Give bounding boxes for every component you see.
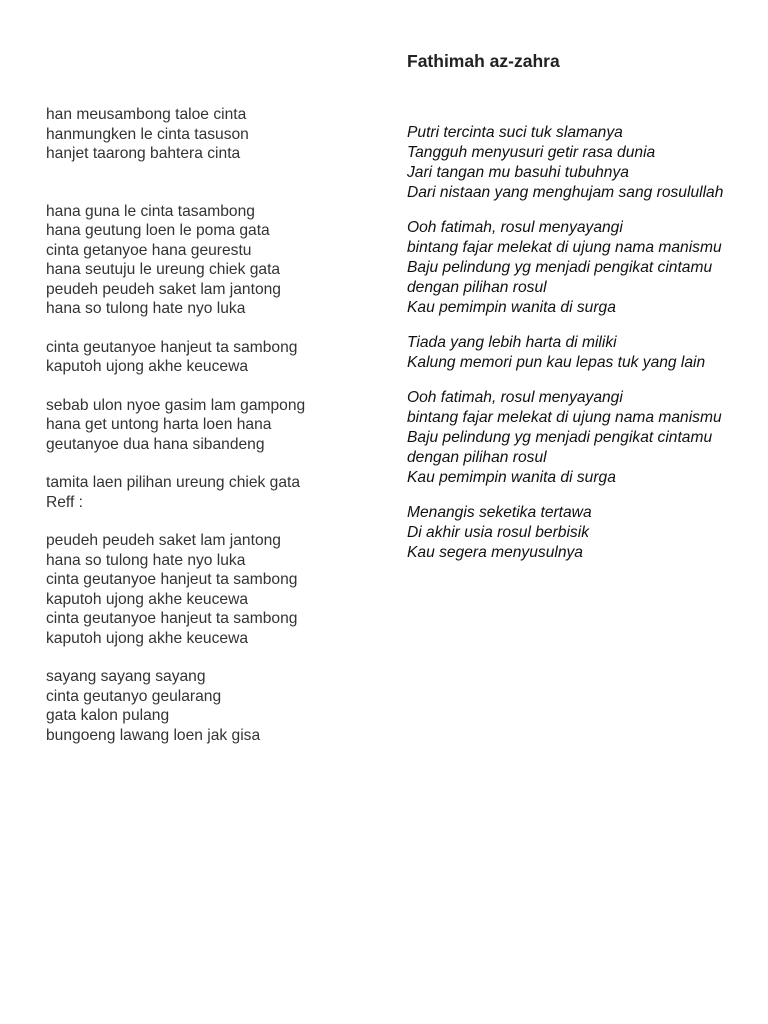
reff-label: Reff :: [46, 493, 83, 511]
right-stanza-2: [407, 218, 727, 318]
left-stanza-4: [46, 396, 376, 455]
lyric-line: kaputoh ujong akhe keucewa: [46, 590, 249, 608]
lyric-line: hana guna le cinta tasambong: [46, 202, 255, 220]
lyric-line: cinta geutanyoe hanjeut ta sambong: [46, 610, 298, 627]
lyric-line: han meusambong taloe cinta: [46, 106, 247, 123]
lyric-line: bintang fajar melekat di ujung nama manismu: [407, 409, 722, 426]
lyric-line: hana seutuju le ureung chiek gata: [46, 261, 281, 278]
lyric-line: Tangguh menyusuri getir rasa dunia: [407, 144, 656, 161]
lyric-line: cinta geutanyoe hanjeut ta sambong: [46, 338, 298, 356]
lyric-line: Putri tercinta suci tuk slamanya: [407, 124, 623, 141]
left-stanza-5: [46, 473, 376, 512]
lyric-line: bintang fajar melekat di ujung nama manismu: [407, 239, 722, 256]
lyric-line: bungoeng lawang loen jak gisa: [46, 726, 261, 744]
lyric-line: Jari tangan mu basuhi tubuhnya: [407, 164, 629, 181]
right-stanza-4: [407, 388, 727, 488]
lyric-line: hanjet taarong bahtera cinta: [46, 145, 241, 162]
lyric-line: Kau segera menyusulnya: [407, 544, 583, 561]
lyric-line: hana get untong harta loen hana: [46, 416, 272, 433]
lyric-line: hana so tulong hate nyo luka: [46, 300, 246, 317]
lyric-line: hanmungken le cinta tasuson: [46, 125, 249, 143]
lyric-line: gata kalon pulang: [46, 707, 170, 724]
left-stanza-2: [46, 202, 376, 319]
lyric-line: Di akhir usia rosul berbisik: [407, 524, 589, 541]
lyric-line: hana geutung loen le poma gata: [46, 222, 270, 239]
right-stanza-3: [407, 333, 727, 373]
lyric-line: Kalung memori pun kau lepas tuk yang lain: [407, 354, 706, 371]
left-lyrics-column: [46, 105, 376, 745]
left-stanza-7: [46, 667, 376, 745]
lyric-line: kaputoh ujong akhe keucewa: [46, 358, 249, 375]
lyric-line: hana so tulong hate nyo luka: [46, 551, 246, 569]
left-stanza-1: [46, 105, 376, 164]
lyric-line: peudeh peudeh saket lam jantong: [46, 280, 281, 298]
lyric-line: Dari nistaan yang menghujam sang rosulullah: [407, 184, 724, 201]
lyric-line: Tiada yang lebih harta di miliki: [407, 334, 617, 351]
left-stanza-3: [46, 338, 376, 377]
lyric-line: tamita laen pilihan ureung chiek gata: [46, 474, 300, 491]
lyric-line: sayang sayang sayang: [46, 668, 206, 685]
right-stanza-5: [407, 503, 727, 563]
lyric-line: kaputoh ujong akhe keucewa: [46, 629, 249, 647]
lyric-line: Baju pelindung yg menjadi pengikat cintamu dengan pilihan rosul: [407, 259, 713, 296]
song-title: Fathimah az-zahra: [407, 51, 560, 71]
lyric-line: cinta geutanyo geularang: [46, 687, 222, 705]
lyric-line: peudeh peudeh saket lam jantong: [46, 532, 281, 549]
lyric-line: cinta geutanyoe hanjeut ta sambong: [46, 571, 298, 588]
lyric-line: Kau pemimpin wanita di surga: [407, 299, 616, 316]
left-stanza-6: [46, 531, 376, 648]
lyric-line: Kau pemimpin wanita di surga: [407, 469, 616, 486]
right-lyrics-column: [407, 50, 727, 563]
lyric-line: Menangis seketika tertawa: [407, 504, 592, 521]
lyric-line: geutanyoe dua hana sibandeng: [46, 435, 265, 453]
lyric-line: cinta getanyoe hana geurestu: [46, 241, 252, 259]
right-stanza-1: [407, 123, 727, 203]
lyric-line: sebab ulon nyoe gasim lam gampong: [46, 396, 306, 414]
lyric-line: Baju pelindung yg menjadi pengikat cintamu dengan pilihan rosul: [407, 429, 713, 466]
lyric-line: Ooh fatimah, rosul menyayangi: [407, 219, 623, 236]
lyric-line: Ooh fatimah, rosul menyayangi: [407, 389, 623, 406]
